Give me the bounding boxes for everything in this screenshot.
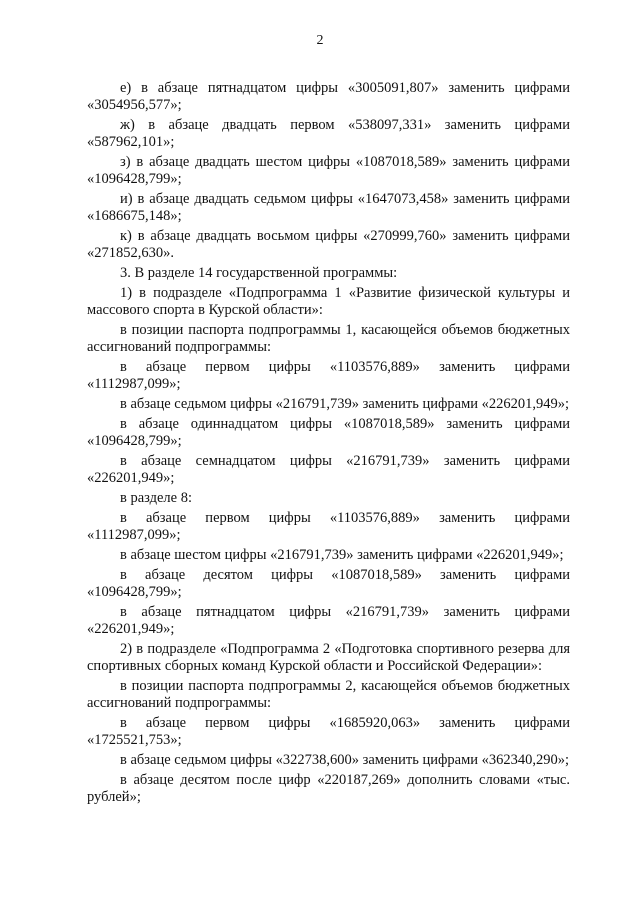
paragraph: е) в абзаце пятнадцатом цифры «3005091,807» заменить цифрами «3054956,577»; — [87, 80, 570, 113]
paragraph: ж) в абзаце двадцать первом «538097,331» заменить цифрами «587962,101»; — [87, 117, 570, 150]
paragraph: в абзаце десятом цифры «1087018,589» заменить цифрами «1096428,799»; — [87, 567, 570, 600]
paragraph: в абзаце десятом после цифр «220187,269» дополнить словами «тыс. рублей»; — [87, 772, 570, 805]
document-body — [87, 80, 570, 809]
paragraph: к) в абзаце двадцать восьмом цифры «270999,760» заменить цифрами «271852,630». — [87, 228, 570, 261]
paragraph: в абзаце семнадцатом цифры «216791,739» заменить цифрами «226201,949»; — [87, 453, 570, 486]
paragraph: в абзаце первом цифры «1103576,889» заменить цифрами «1112987,099»; — [87, 510, 570, 543]
paragraph: в абзаце пятнадцатом цифры «216791,739» заменить цифрами «226201,949»; — [87, 604, 570, 637]
paragraph: з) в абзаце двадцать шестом цифры «1087018,589» заменить цифрами «1096428,799»; — [87, 154, 570, 187]
paragraph: в абзаце седьмом цифры «322738,600» заменить цифрами «362340,290»; — [120, 752, 570, 768]
paragraph: 2) в подразделе «Подпрограмма 2 «Подготовка спортивного резерва для спортивных сборных команд Курской области и Российской Федерации»: — [87, 641, 570, 674]
section-heading: 3. В разделе 14 государственной программы: — [120, 265, 398, 281]
paragraph: в абзаце первом цифры «1103576,889» заменить цифрами «1112987,099»; — [87, 359, 570, 392]
paragraph: в абзаце шестом цифры «216791,739» заменить цифрами «226201,949»; — [120, 547, 564, 563]
paragraph: в абзаце седьмом цифры «216791,739» заменить цифрами «226201,949»; — [120, 396, 570, 412]
paragraph: в позиции паспорта подпрограммы 2, касающейся объемов бюджетных ассигнований подпрограммы: — [87, 678, 570, 711]
page-number: 2 — [316, 33, 324, 48]
paragraph: в разделе 8: — [120, 490, 193, 506]
paragraph: в позиции паспорта подпрограммы 1, касающейся объемов бюджетных ассигнований подпрограммы: — [87, 322, 570, 355]
paragraph: в абзаце одиннадцатом цифры «1087018,589» заменить цифрами «1096428,799»; — [87, 416, 570, 449]
paragraph: 1) в подразделе «Подпрограмма 1 «Развитие физической культуры и массового спорта в Курской области»: — [87, 285, 570, 318]
paragraph: и) в абзаце двадцать седьмом цифры «1647073,458» заменить цифрами «1686675,148»; — [87, 191, 570, 224]
paragraph: в абзаце первом цифры «1685920,063» заменить цифрами «1725521,753»; — [87, 715, 570, 748]
